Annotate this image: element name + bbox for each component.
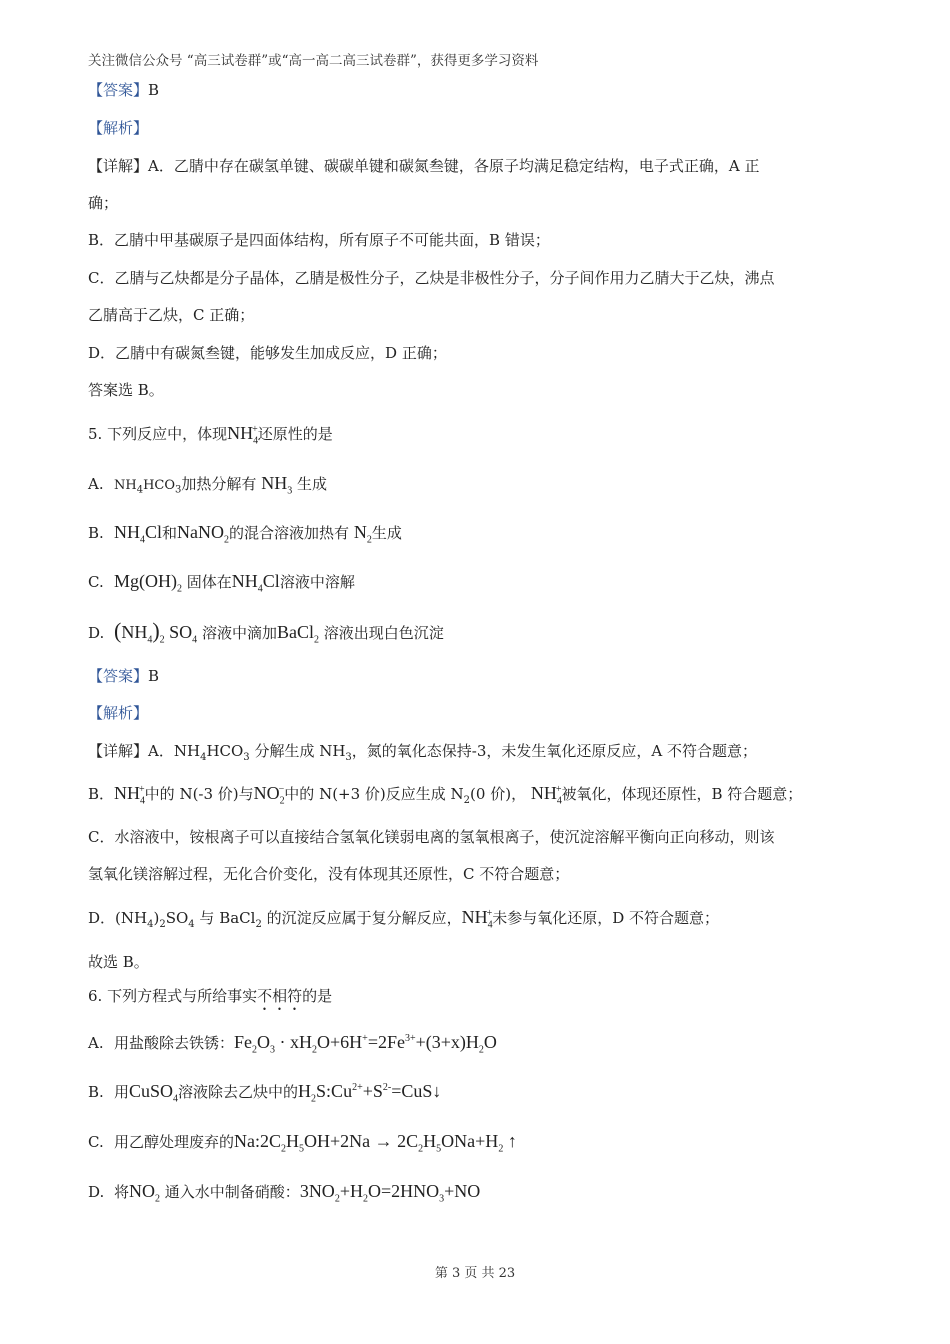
formula-nh3: $NH_3$ [261,473,293,497]
q6-stem: 6. 下列方程式与所给事实不相符的是 [88,987,333,1005]
q4-conclusion: 答案选 B。 [88,381,164,399]
formula-nh4-plus-3: $NH_4^+$ [530,783,562,807]
page-header: 关注微信公众号 “高三试卷群”或“高一高二高三试卷群”，获得更多学习资料 [88,53,539,69]
formula-nh4-plus: $NH_4^+$ [227,423,259,447]
detail-tag: 【详解】 [88,742,149,760]
detail-tag: 【详解】 [88,157,149,175]
q5-detail-c-1: C．水溶液中，铵根离子可以直接结合氢氧化镁弱电离的氢氧根离子，使沉淀溶解平衡向正向移动，则该 [88,828,775,846]
answer-tag: 【答案】 [88,667,149,685]
q5-conclusion: 故选 B。 [88,953,149,971]
q5-detail-d: D．$(NH_4)_2SO_4$ 与 BaCl$_2$ 的沉淀反应属于复分解反应，$NH_4^+$未参与氧化还原，D 不符合题意； [88,907,720,931]
formula-cuso4: CuSO$_4$ [129,1081,179,1105]
formula-no2-minus: $NO_2^-$ [253,783,285,807]
page-footer: 第 3 页 共 23 [434,1266,516,1281]
emphasis-not-consistent: 不相符 [257,987,303,1005]
q5-answer-line [88,665,159,687]
q4-answer-line [88,79,159,101]
equation-c: $Na:2C_2H_5OH+2Na \to 2C_2H_5ONa+H_2$ ↑ [234,1131,517,1155]
q5-detail-c-2: 氢氧化镁溶解过程，无化合价变化，没有体现其还原性，C 不符合题意； [88,865,570,883]
formula-nano2: NaNO$_2$ [177,522,230,546]
q5-stem: 5. 下列反应中，体现$NH_4^+$还原性的是 [88,423,333,447]
equation-b: $H_2S:Cu^{2+}+S^{2-}=CuS↓$ [298,1081,442,1105]
q5-detail-a: 【详解】A．$NH_4HCO_3$ 分解生成 $NH_3$，氮的氧化态保持-3，未发生氧化还原反应，A 不符合题意； [88,742,758,763]
answer-value: B [148,667,160,685]
formula-no2: $NO_2$ [129,1181,161,1205]
q4-detail-a-2: 确； [88,194,119,212]
formula-mgoh2: $Mg(OH)_2$ [114,571,182,595]
q5-option-c: C. $Mg(OH)_2$ 固体在$NH_4Cl$溶液中溶解 [88,571,355,595]
formula-nh4cl: $NH_4Cl$ [114,522,163,546]
formula-bacl2: BaCl$_2$ [276,622,319,646]
q5-analysis-tag: 【解析】 [88,704,149,722]
q4-detail-c-1: C．乙腈与乙炔都是分子晶体，乙腈是极性分子，乙炔是非极性分子，分子间作用力乙腈大于乙炔，沸点 [88,269,775,287]
equation-a: $Fe_2O_3 \cdot xH_2O+6H^+=2Fe^{3+}+(3+x)H_2O$ [234,1032,497,1056]
q6-option-d: D. 将$NO_2$ 通入水中制备硝酸：$3NO_2+H_2O=2HNO_3+NO$ [88,1181,481,1205]
q5-option-b: B. $NH_4Cl$和NaNO$_2$的混合溶液加热有 $N_2$生成 [88,522,402,546]
formula-nh4-2so4: $(NH_4)_2$ $SO_4$ [114,618,198,646]
formula-nh4hco3: $NH_4HCO_3$ [114,478,182,496]
q6-option-b: B. 用CuSO$_4$溶液除去乙炔中的$H_2S:Cu^{2+}+S^{2-}=CuS↓$ [88,1081,442,1105]
q5-option-d: D. $(NH_4)_2$ $SO_4$ 溶液中滴加BaCl$_2$ 溶液出现白色沉淀 [88,618,444,646]
q4-analysis-tag: 【解析】 [88,119,149,137]
answer-value: B [148,81,160,99]
formula-n2: $N_2$ [353,522,372,546]
q5-detail-b: B．$NH_4^+$中的 N(-3 价)与$NO_2^-$中的 N(+3 价)反应生成 $N_2(0$ 价)， $NH_4^+$被氧化，体现还原性，B 符合题意； [88,783,803,807]
answer-tag: 【答案】 [88,81,149,99]
formula-nh4cl-2: $NH_4Cl$ [231,571,280,595]
q4-detail-c-2: 乙腈高于乙炔，C 正确； [88,306,255,324]
q5-option-a: A. $NH_4HCO_3$加热分解有 $NH_3$ 生成 [88,473,328,497]
q4-detail-b: B．乙腈中甲基碳原子是四面体结构，所有原子不可能共面，B 错误； [88,231,550,249]
equation-d: $3NO_2+H_2O=2HNO_3+NO$ [299,1181,481,1205]
q6-option-a: A. 用盐酸除去铁锈：$Fe_2O_3 \cdot xH_2O+6H^+=2Fe^{3+}+(3+x)H_2O$ [88,1032,497,1056]
formula-nh4-plus-4: $NH_4^+$ [461,907,493,931]
q6-option-c: C. 用乙醇处理废弃的$Na:2C_2H_5OH+2Na \to 2C_2H_5ONa+H_2$ ↑ [88,1131,517,1155]
q4-detail-d: D．乙腈中有碳氮叁键，能够发生加成反应，D 正确； [88,344,447,362]
formula-nh4-plus-2: $NH_4^+$ [114,783,146,807]
q4-detail-a-1: 【详解】A．乙腈中存在碳氢单键、碳碳单键和碳氮叁键，各原子均满足稳定结构，电子式正确，A 正 [88,157,760,175]
